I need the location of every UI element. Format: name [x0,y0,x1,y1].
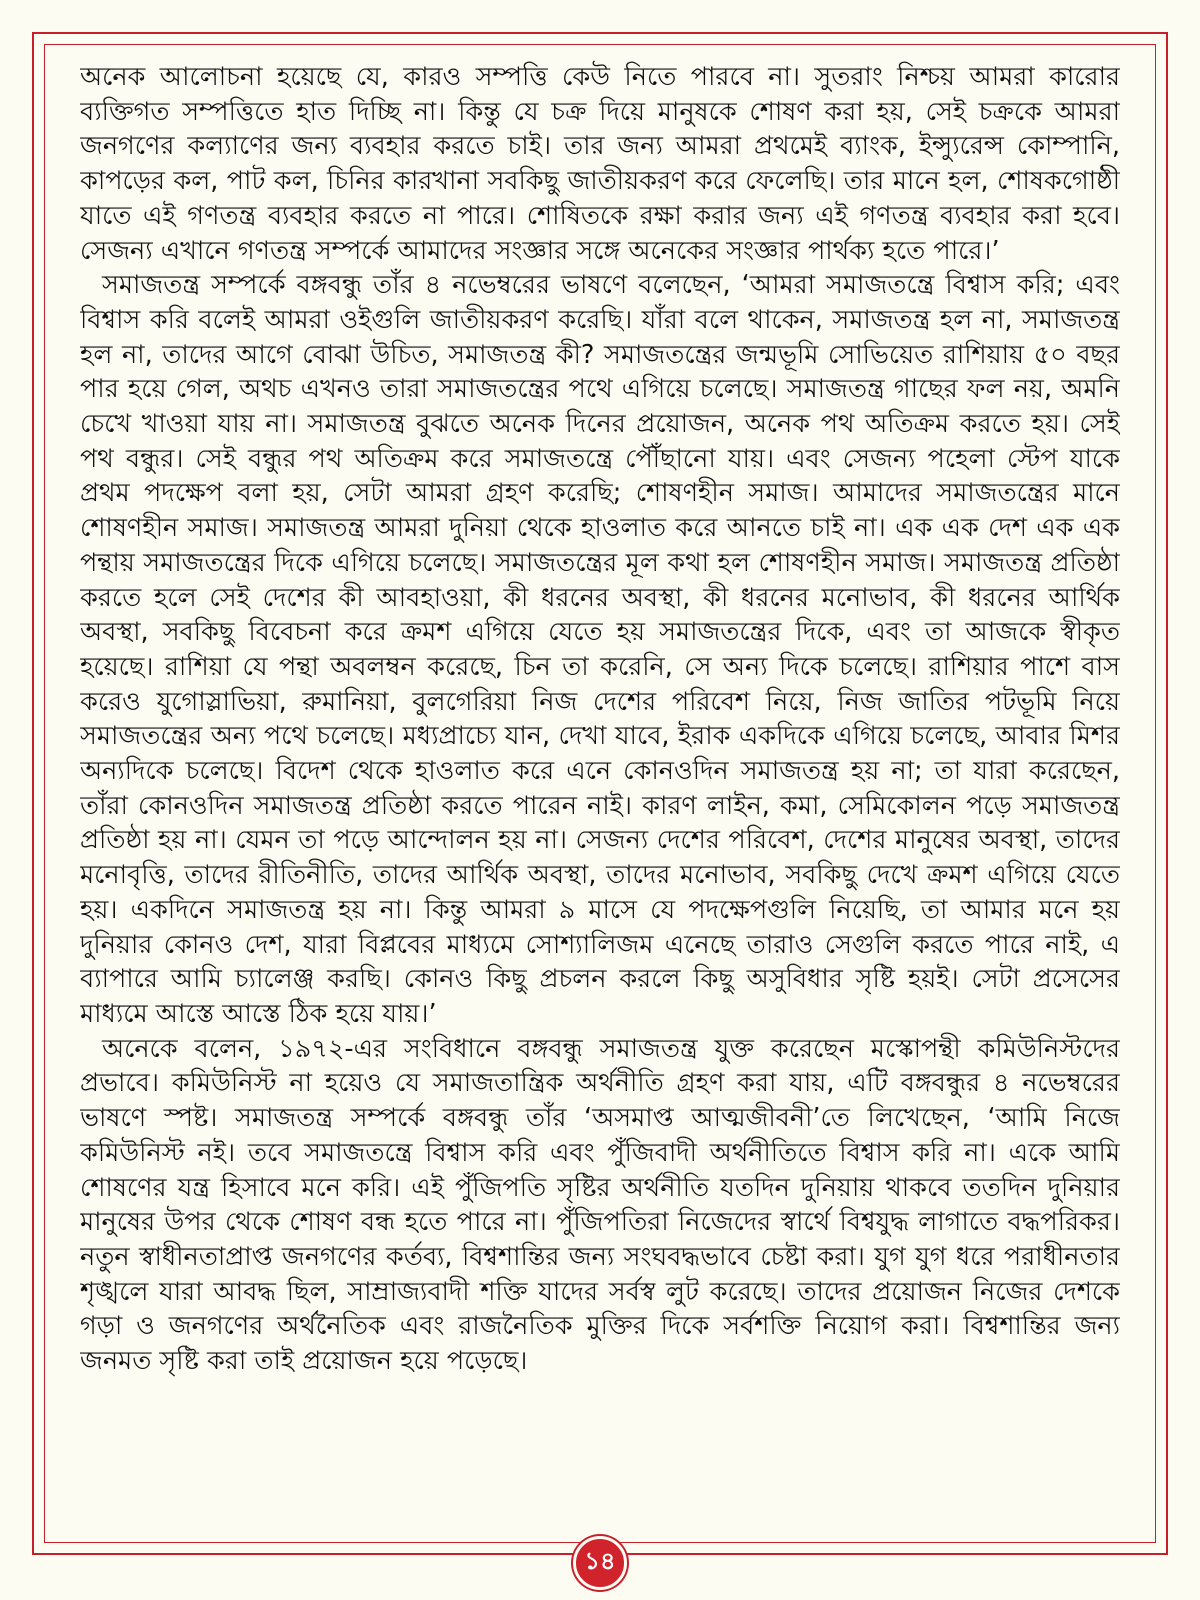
page-number: ১৪ [584,1547,616,1575]
paragraph: অনেকে বলেন, ১৯৭২-এর সংবিধানে বঙ্গবন্ধু সমাজতন্ত্র যুক্ত করেছেন মস্কোপন্থী কমিউনিস্টদের প্রভাবে। কমিউনিস্ট না হয়েও যে সমাজতান্ত্রিক অর্থনীতি গ্রহণ করা যায়, এটি বঙ্গবন্ধুর ৪ নভেম্বরের ভাষণে স্পষ্ট। সমাজতন্ত্র সম্পর্কে বঙ্গবন্ধু তাঁর ‘অসমাপ্ত আত্মজীবনী’তে লিখেছেন, ‘আমি নিজে কমিউনিস্ট নই। তবে সমাজতন্ত্রে বিশ্বাস করি এবং পুঁজিবাদী অর্থনীতিতে বিশ্বাস করি না। একে আমি শোষণের যন্ত্র হিসাবে মনে করি। এই পুঁজিপতি সৃষ্টির অর্থনীতি যতদিন দুনিয়ায় থাকবে ততদিন দুনিয়ার মানুষের উপর থেকে শোষণ বন্ধ হতে পারে না। পুঁজিপতিরা নিজেদের স্বার্থে বিশ্বযুদ্ধ লাগাতে বদ্ধপরিকর। নতুন স্বাধীনতাপ্রাপ্ত জনগণের কর্তব্য, বিশ্বশান্তির জন্য সংঘবদ্ধভাবে চেষ্টা করা। যুগ যুগ ধরে পরাধীনতার শৃঙ্খলে যারা আবদ্ধ ছিল, সাম্রাজ্যবাদী শক্তি যাদের সর্বস্ব লুট করেছে। তাদের প্রয়োজন নিজের দেশকে গড়া ও জনগণের অর্থনৈতিক এবং রাজনৈতিক মুক্তির দিকে সর্বশক্তি নিয়োগ করা। বিশ্বশান্তির জন্য জনমত সৃষ্টি করা তাই প্রয়োজন হয়ে পড়েছে। [80,1033,1120,1377]
paragraph: সমাজতন্ত্র সম্পর্কে বঙ্গবন্ধু তাঁর ৪ নভেম্বরের ভাষণে বলেছেন, ‘আমরা সমাজতন্ত্রে বিশ্বাস করি; এবং বিশ্বাস করি বলেই আমরা ওইগুলি জাতীয়করণ করেছি। যাঁরা বলে থাকেন, সমাজতন্ত্র হল না, সমাজতন্ত্র হল না, তাদের আগে বোঝা উচিত, সমাজতন্ত্র কী? সমাজতন্ত্রের জন্মভূমি সোভিয়েত রাশিয়ায় ৫০ বছর পার হয়ে গেল, অথচ এখনও তারা সমাজতন্ত্রের পথে এগিয়ে চলেছে। সমাজতন্ত্র গাছের ফল নয়, অমনি চেখে খাওয়া যায় না। সমাজতন্ত্র বুঝতে অনেক দিনের প্রয়োজন, অনেক পথ অতিক্রম করতে হয়। সেই পথ বন্ধুর। সেই বন্ধুর পথ অতিক্রম করে সমাজতন্ত্রে পৌঁছানো যায়। এবং সেজন্য পহেলা স্টেপ যাকে প্রথম পদক্ষেপ বলা হয়, সেটা আমরা গ্রহণ করেছি; শোষণহীন সমাজ। আমাদের সমাজতন্ত্রের মানে শোষণহীন সমাজ। সমাজতন্ত্র আমরা দুনিয়া থেকে হাওলাত করে আনতে চাই না। এক এক দেশ এক এক পন্থায় সমাজতন্ত্রের দিকে এগিয়ে চলেছে। সমাজতন্ত্রের মূল কথা হল শোষণহীন সমাজ। সমাজতন্ত্র প্রতিষ্ঠা করতে হলে সেই দেশের কী আবহাওয়া, কী ধরনের অবস্থা, কী ধরনের মনোভাব, কী ধরনের আর্থিক অবস্থা, সবকিছু বিবেচনা করে ক্রমশ এগিয়ে যেতে হয় সমাজতন্ত্রের দিকে, এবং তা আজকে স্বীকৃত হয়েছে। রাশিয়া যে পন্থা অবলম্বন করেছে, চিন তা করেনি, সে অন্য দিকে চলেছে। রাশিয়ার পাশে বাস করেও যুগোস্লাভিয়া, রুমানিয়া, বুলগেরিয়া নিজ দেশের পরিবেশ নিয়ে, নিজ জাতির পটভূমি নিয়ে সমাজতন্ত্রের অন্য পথে চলেছে। মধ্যপ্রাচ্যে যান, দেখা যাবে, ইরাক একদিকে এগিয়ে চলেছে, আবার মিশর অন্যদিকে চলেছে। বিদেশ থেকে হাওলাত করে এনে কোনওদিন সমাজতন্ত্র হয় না; তা যারা করেছেন, তাঁরা কোনওদিন সমাজতন্ত্র প্রতিষ্ঠা করতে পারেন নাই। কারণ লাইন, কমা, সেমিকোলন পড়ে সমাজতন্ত্র প্রতিষ্ঠা হয় না। যেমন তা পড়ে আন্দোলন হয় না। সেজন্য দেশের পরিবেশ, দেশের মানুষের অবস্থা, তাদের মনোবৃত্তি, তাদের রীতিনীতি, তাদের আর্থিক অবস্থা, তাদের মনোভাব, সবকিছু দেখে ক্রমশ এগিয়ে যেতে হয়। একদিনে সমাজতন্ত্র হয় না। কিন্তু আমরা ৯ মাসে যে পদক্ষেপগুলি নিয়েছি, তা আমার মনে হয় দুনিয়ার কোনও দেশ, যারা বিপ্লবের মাধ্যমে সোশ্যালিজম এনেছে তারাও সেগুলি করতে পারে নাই, এ ব্যাপারে আমি চ্যালেঞ্জ করছি। কোনও কিছু প্রচলন করলে কিছু অসুবিধার সৃষ্টি হয়ই। সেটা প্রসেসের মাধ্যমে আস্তে আস্তে ঠিক হয়ে যায়।’ [80,270,1120,1029]
paragraph: অনেক আলোচনা হয়েছে যে, কারও সম্পত্তি কেউ নিতে পারবে না। সুতরাং নিশ্চয় আমরা কারোর ব্যক্তিগত সম্পত্তিতে হাত দিচ্ছি না। কিন্তু যে চক্র দিয়ে মানুষকে শোষণ করা হয়, সেই চক্রকে আমরা জনগণের কল্যাণের জন্য ব্যবহার করতে চাই। তার জন্য আমরা প্রথমেই ব্যাংক, ইন্স্যুরেন্স কোম্পানি, কাপড়ের কল, পাট কল, চিনির কারখানা সবকিছু জাতীয়করণ করে ফেলেছি। তার মানে হল, শোষকগোষ্ঠী যাতে এই গণতন্ত্র ব্যবহার করতে না পারে। শোষিতকে রক্ষা করার জন্য এই গণতন্ত্র ব্যবহার করা হবে। সেজন্য এখানে গণতন্ত্র সম্পর্কে আমাদের সংজ্ঞার সঙ্গে অনেকের সংজ্ঞার পার্থক্য হতে পারে।’ [80,62,1120,266]
body-text [80,60,1120,1500]
page-number-badge [573,1536,627,1590]
